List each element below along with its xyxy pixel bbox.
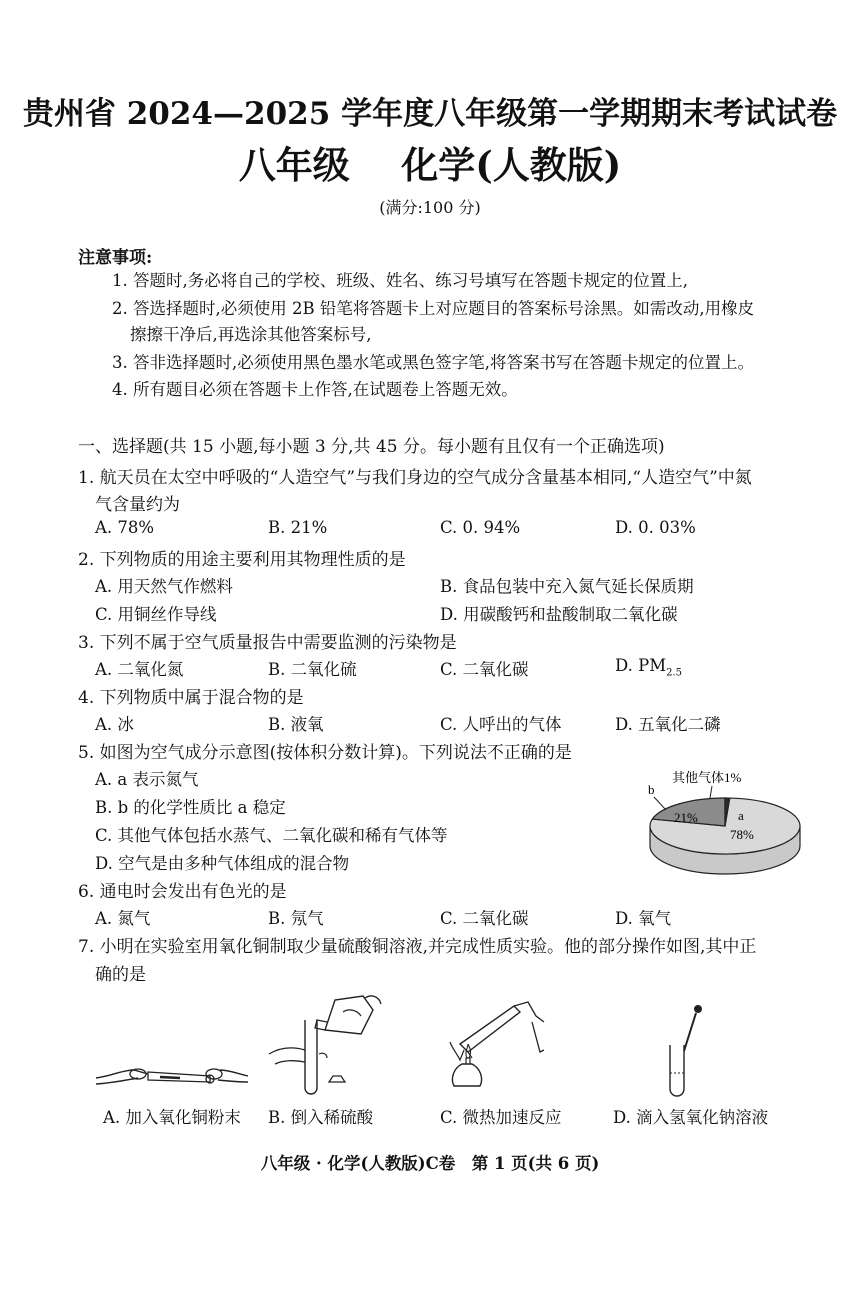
q3-option-d [615, 656, 682, 678]
q3-option-a: A. 二氧化氮 [95, 660, 184, 679]
question-1-stem-cont: 气含量约为 [95, 495, 180, 515]
notice-heading: 注意事项: [78, 248, 153, 268]
question-7-stem: 7. 小明在实验室用氧化铜制取少量硫酸铜溶液,并完成性质实验。他的部分操作如图,其中正 [78, 937, 757, 957]
illustration-b [265, 990, 385, 1100]
q5-option-b: B. b 的化学性质比 a 稳定 [95, 798, 286, 817]
q3-option-c: C. 二氧化碳 [440, 660, 529, 679]
illustration-d [660, 1005, 720, 1100]
question-3-stem: 3. 下列不属于空气质量报告中需要监测的污染物是 [78, 633, 457, 653]
page-footer: 八年级 · 化学(人教版)C卷 第 1 页(共 6 页) [260, 1154, 600, 1173]
question-5-stem: 5. 如图为空气成分示意图(按体积分数计算)。下列说法不正确的是 [78, 743, 572, 763]
q4-option-d: D. 五氧化二磷 [615, 715, 721, 734]
pie-label-b: b [648, 782, 655, 797]
exam-title: 贵州省 2024—2025 学年度八年级第一学期期末考试试卷 [22, 96, 838, 132]
pie-label-b-pct: 21% [674, 810, 698, 825]
notice-item: 4. 所有题目必须在答题卡上作答,在试题卷上答题无效。 [112, 380, 518, 399]
illustration-a [92, 1050, 252, 1095]
q7-option-b: B. 倒入稀硫酸 [268, 1108, 374, 1127]
q2-option-c: C. 用铜丝作导线 [95, 605, 217, 624]
q6-option-b: B. 氖气 [268, 909, 324, 928]
notice-item: 擦擦干净后,再选涂其他答案标号, [130, 325, 372, 344]
illustration-c [440, 992, 560, 1102]
q5-option-d: D. 空气是由多种气体组成的混合物 [95, 854, 350, 873]
q7-option-c: C. 微热加速反应 [440, 1108, 562, 1127]
subject-label: 化学(人教版) [401, 143, 622, 187]
q3-option-d-subscript: 2.5 [666, 667, 683, 679]
q1-option-b: B. 21% [268, 518, 328, 537]
q5-option-a: A. a 表示氮气 [95, 770, 199, 789]
q1-option-a: A. 78% [95, 518, 155, 537]
pie-label-a-pct: 78% [730, 827, 754, 842]
notice-item: 2. 答选择题时,必须使用 2B 铅笔将答题卡上对应题目的答案标号涂黑。如需改动,用橡皮 [112, 299, 755, 318]
pie-label-a: a [738, 808, 744, 823]
q1-option-d: D. 0. 03% [615, 518, 696, 537]
question-4-stem: 4. 下列物质中属于混合物的是 [78, 688, 304, 708]
notice-item: 3. 答非选择题时,必须使用黑色墨水笔或黑色签字笔,将答案书写在答题卡规定的位置上。 [112, 353, 754, 372]
q4-option-c: C. 人呼出的气体 [440, 715, 562, 734]
pie-callout-b-line [654, 797, 666, 810]
full-score: (满分:100 分) [379, 198, 481, 217]
q3-option-b: B. 二氧化硫 [268, 660, 357, 679]
question-1-stem: 1. 航天员在太空中呼吸的“人造空气”与我们身边的空气成分含量基本相同,“人造空气”中氮 [78, 468, 752, 488]
q4-option-b: B. 液氧 [268, 715, 324, 734]
q5-option-c: C. 其他气体包括水蒸气、二氧化碳和稀有气体等 [95, 826, 448, 845]
q7-option-d: D. 滴入氢氧化钠溶液 [613, 1108, 769, 1127]
section-heading: 一、选择题(共 15 小题,每小题 3 分,共 45 分。每小题有且仅有一个正确选项) [78, 437, 665, 457]
q2-option-a: A. 用天然气作燃料 [95, 577, 233, 596]
q1-option-c: C. 0. 94% [440, 518, 521, 537]
q6-option-a: A. 氮气 [95, 909, 151, 928]
grade-label: 八年级 [238, 143, 350, 187]
q6-option-d: D. 氧气 [615, 909, 672, 928]
q6-option-c: C. 二氧化碳 [440, 909, 529, 928]
q3-option-d-text: D. PM [615, 656, 667, 675]
pie-label-other: 其他气体1% [672, 770, 742, 785]
pie-callouts [640, 770, 810, 820]
exam-subtitle [0, 135, 860, 189]
pie-callout-other-line [710, 786, 712, 798]
question-2-stem: 2. 下列物质的用途主要利用其物理性质的是 [78, 550, 406, 570]
q2-option-d: D. 用碳酸钙和盐酸制取二氧化碳 [440, 605, 678, 624]
q4-option-a: A. 冰 [95, 715, 134, 734]
q2-option-b: B. 食品包装中充入氮气延长保质期 [440, 577, 694, 596]
q7-option-a: A. 加入氧化铜粉末 [103, 1108, 241, 1127]
question-7-stem-cont: 确的是 [95, 965, 146, 985]
question-6-stem: 6. 通电时会发出有色光的是 [78, 882, 287, 902]
notice-item: 1. 答题时,务必将自己的学校、班级、姓名、练习号填写在答题卡规定的位置上, [112, 271, 688, 290]
